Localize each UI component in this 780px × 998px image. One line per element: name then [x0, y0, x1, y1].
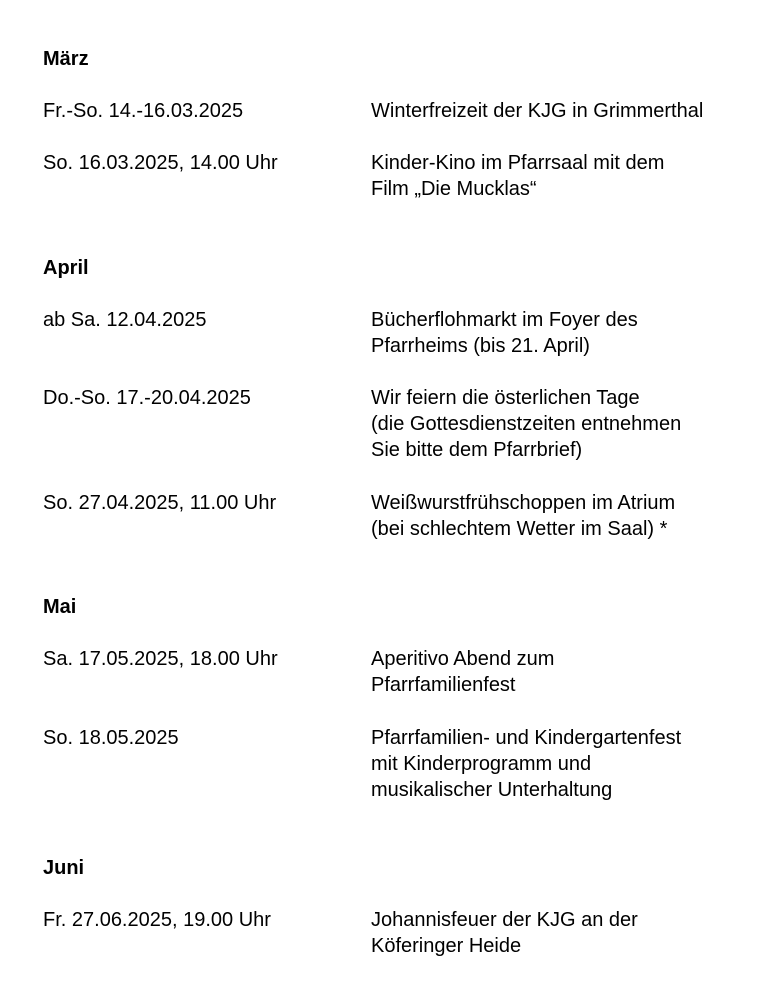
event-description-line: Köferinger Heide [371, 935, 522, 957]
month-heading: Mai [43, 596, 77, 618]
event-date: Sa. 17.05.2025, 18.00 Uhr [43, 648, 278, 670]
event-description-line: Johannisfeuer der KJG an der [371, 909, 638, 931]
month-heading: Juni [43, 857, 85, 879]
event-date: So. 18.05.2025 [43, 727, 179, 749]
event-description [371, 150, 664, 202]
event-date: Do.-So. 17.-20.04.2025 [43, 387, 251, 409]
event-description-line: musikalischer Unterhaltung [371, 779, 613, 801]
month-heading: April [43, 257, 89, 279]
event-description-line: (die Gottesdienstzeiten entnehmen [371, 413, 682, 435]
event-description-line: Pfarrfamilien- und Kindergartenfest [371, 727, 682, 749]
event-description-line: Winterfreizeit der KJG in Grimmerthal [371, 100, 704, 122]
event-description-line: Weißwurstfrühschoppen im Atrium [371, 492, 676, 514]
event-description-line: Film „Die Mucklas“ [371, 178, 537, 200]
event-description [371, 307, 638, 359]
event-description [371, 385, 681, 463]
event-description-line: (bei schlechtem Wetter im Saal) * [371, 518, 668, 540]
event-description-line: Pfarrheims (bis 21. April) [371, 335, 590, 357]
event-description-line: Wir feiern die österlichen Tage [371, 387, 640, 409]
event-date: So. 27.04.2025, 11.00 Uhr [43, 492, 277, 514]
event-date: Fr.-So. 14.-16.03.2025 [43, 100, 244, 122]
event-description-line: Sie bitte dem Pfarrbrief) [371, 439, 583, 461]
event-description-line: Kinder-Kino im Pfarrsaal mit dem [371, 152, 665, 174]
month-heading: März [43, 48, 89, 70]
event-description [371, 646, 554, 698]
event-description-line: Pfarrfamilienfest [371, 674, 516, 696]
event-date: So. 16.03.2025, 14.00 Uhr [43, 152, 278, 174]
event-description [371, 98, 703, 124]
event-description [371, 907, 638, 959]
event-description-line: Aperitivo Abend zum [371, 648, 555, 670]
event-date: Fr. 27.06.2025, 19.00 Uhr [43, 909, 271, 931]
event-date: ab Sa. 12.04.2025 [43, 309, 207, 331]
event-description-line: Bücherflohmarkt im Foyer des [371, 309, 638, 331]
event-description [371, 725, 681, 803]
event-description-line: mit Kinderprogramm und [371, 753, 592, 775]
event-description [371, 490, 675, 542]
